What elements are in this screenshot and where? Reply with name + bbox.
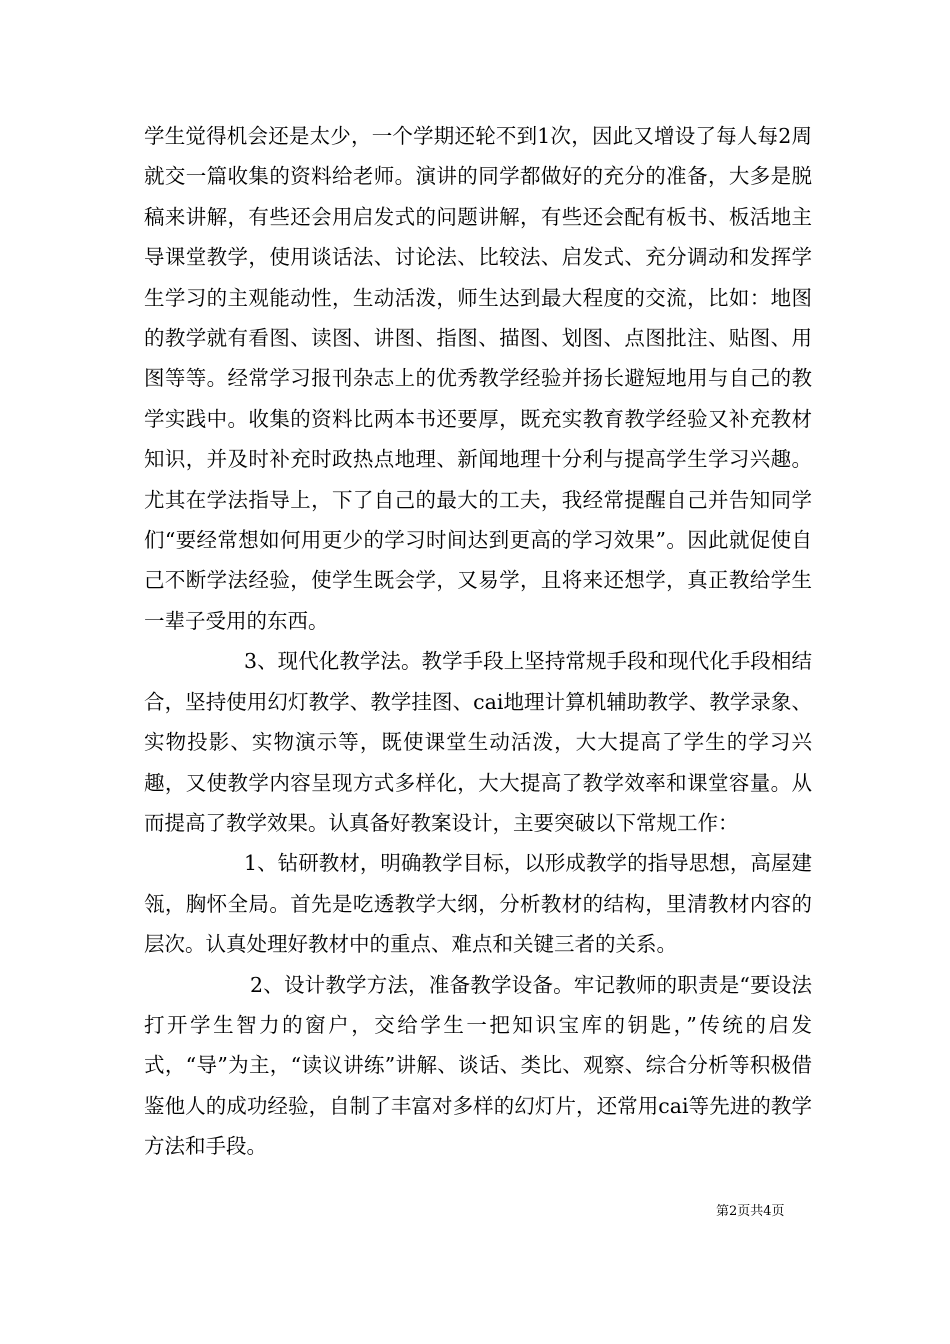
paragraph-design-teaching-method: 2、设计教学方法，准备教学设备。牢记教师的职责是“要设法打开学生智力的窗户，交给学生一把知识宝库的钥匙，”传统的启发式，“导”为主，“读议讲练”讲解、谈话、类比、观察、综合分析等积极借鉴他人的成功经验，自制了丰富对多样的幻灯片，还常用cai等先进的教学方法和手段。 xyxy=(144,972,812,1159)
document-body xyxy=(144,116,812,1167)
paragraph-study-textbook: 1、钻研教材，明确教学目标，以形成教学的指导思想，高屋建瓴，胸怀全局。首先是吃透教学大纲，分析教材的结构，里清教材内容的层次。认真处理好教材中的重点、难点和关键三者的关系。 xyxy=(144,851,812,957)
page-number-footer: 第2页共4页 xyxy=(716,1204,785,1219)
paragraph-modern-teaching-method: 3、现代化教学法。教学手段上坚持常规手段和现代化手段相结合，坚持使用幻灯教学、教学挂图、cai地理计算机辅助教学、教学录象、实物投影、实物演示等，既使课堂生动活泼，大大提高了学生的学习兴趣，又使教学内容呈现方式多样化，大大提高了教学效率和课堂容量。从而提高了教学效果。认真备好教案设计，主要突破以下常规工作： xyxy=(144,649,812,835)
paragraph-continuation: 学生觉得机会还是太少，一个学期还轮不到1次，因此又增设了每人每2周就交一篇收集的资料给老师。演讲的同学都做好的充分的准备，大多是脱稿来讲解，有些还会用启发式的问题讲解，有些还会配有板书、板活地主导课堂教学，使用谈话法、讨论法、比较法、启发式、充分调动和发挥学生学习的主观能动性，生动活泼，师生达到最大程度的交流，比如：地图的教学就有看图、读图、讲图、指图、描图、划图、点图批注、贴图、用图等等。经常学习报刊杂志上的优秀教学经验并扬长避短地用与自己的教学实践中。收集的资料比两本书还要厚，既充实教育教学经验又补充教材知识，并及时补充时政热点地理、新闻地理十分利与提高学生学习兴趣。尤其在学法指导上，下了自己的最大的工夫，我经常提醒自己并告知同学们“要经常想如何用更少的学习时间达到更高的学习效果”。因此就促使自己不断学法经验，使学生既会学，又易学，且将来还想学，真正教给学生一辈子受用的东西。 xyxy=(144,124,812,633)
